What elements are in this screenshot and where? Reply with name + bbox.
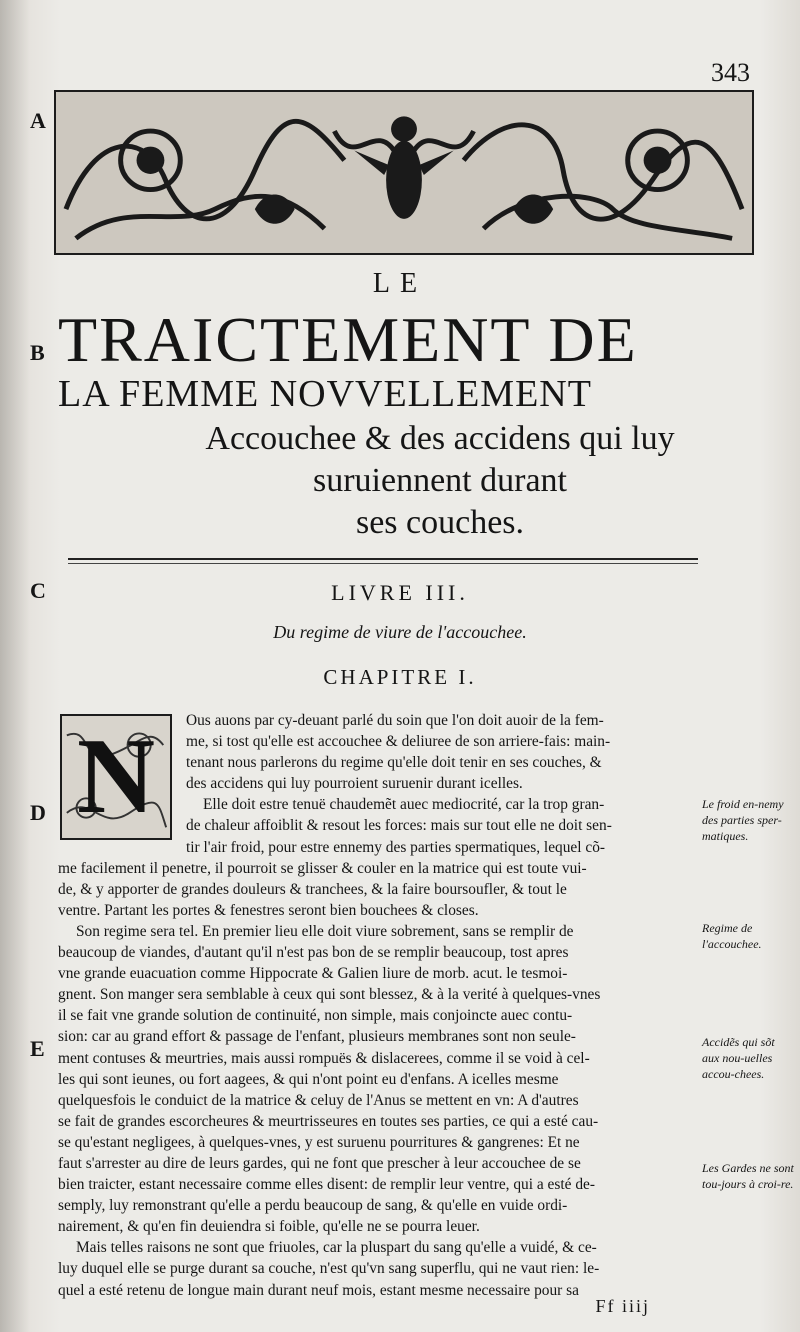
- body-line: quel a esté retenu de longue main durant neuf mois, estant mesme necessaire pour sa: [58, 1281, 579, 1299]
- title-line-5: ses couches.: [355, 504, 525, 541]
- body-line: luy duquel elle se purge durant sa couche, n'est qu'vn sang superflu, qui ne vaut rien: le-: [58, 1260, 600, 1278]
- body-line: semply, luy remonstrant qu'elle a perdu beaucoup de sang, & qu'elle en vuide ordi-: [58, 1197, 568, 1215]
- body-line: de chaleur affoiblit & resout les forces: mais sur tout elle ne doit sen-: [186, 817, 612, 835]
- body-line: de, & y apporter de grandes douleurs & tranchees, & la faire boursoufler, & tout le: [58, 880, 567, 898]
- body-line: faut s'arrester au dire de leurs gardes, qui ne font que prescher à leur accouchee de se: [58, 1154, 581, 1172]
- header-ornament: [54, 90, 754, 255]
- body-line: bien traicter, estant necessaire comme elles disent: de remplir leur ventre, qui a esté de-: [58, 1176, 595, 1194]
- title-line-2: LA FEMME NOVVELLEMENT: [58, 373, 592, 415]
- side-note: Le froid en-nemy des parties sper-matiques.: [702, 797, 784, 843]
- body-line: des accidens qui luy pourroient suruenir durant icelles.: [186, 775, 523, 793]
- body-line: Ous auons par cy-deuant parlé du soin que l'on doit auoir de la fem-: [186, 712, 604, 729]
- title-line-1: TRAICTEMENT DE: [58, 304, 638, 375]
- body-line: se qu'estant negligees, à quelques-vnes, y est suruenu pourritures & gangrenes: Et ne: [58, 1133, 580, 1151]
- body-line: nairement, & qu'en fin deuiendra si foible, qu'elle ne se pourra leuer.: [58, 1218, 480, 1236]
- side-note: Les Gardes ne sont tou-jours à croi-re.: [702, 1161, 794, 1191]
- page-number: 343: [711, 58, 750, 87]
- margin-letter-b: B: [30, 340, 45, 365]
- margin-letter-d: D: [30, 800, 46, 825]
- body-line: tir l'air froid, pour estre ennemy des parties spermatiques, lequel cõ-: [186, 838, 606, 856]
- book-heading: LIVRE III.: [331, 580, 469, 605]
- section-subtitle: Du regime de viure de l'accouchee.: [273, 622, 527, 642]
- body-line: gnent. Son manger sera semblable à ceux qui sont blessez, & à la verité à quelques-vnes: [58, 986, 601, 1004]
- body-line: Son regime sera tel. En premier lieu elle doit viure sobrement, sans se remplir de: [76, 922, 574, 940]
- title-le: LE: [372, 268, 428, 299]
- body-text: [58, 710, 698, 1301]
- body-line: quelquesfois le conduict de la matrice & celuy de l'Anus se mettent en vn: A d'autres: [58, 1091, 579, 1109]
- body-line: Mais telles raisons ne sont que friuoles, car la pluspart du sang qu'elle a vuidé, & ce-: [76, 1239, 597, 1257]
- side-note: Accidẽs qui sõt aux nou-uelles accou-chees.: [702, 1035, 775, 1081]
- drop-cap-letter: N: [77, 717, 155, 836]
- divider-rule-thin: [68, 563, 698, 564]
- margin-letter-e: E: [30, 1036, 45, 1061]
- body-line: ment contuses & meurtries, mais aussi rompuës & dislacerees, comme il se void à cel-: [58, 1049, 590, 1067]
- margin-letter-c: C: [30, 578, 46, 603]
- divider-rule: [68, 558, 698, 560]
- body-line: les qui sont ieunes, ou fort aagees, & qui n'ont point eu d'enfans. A icelles mesme: [58, 1070, 559, 1088]
- body-line: tenant nous parlerons du regime qu'elle doit tenir en ses couches, &: [186, 754, 602, 772]
- title-line-4: suruiennent durant: [313, 462, 567, 499]
- body-line: Elle doit estre tenuë chaudemẽt auec mediocrité, car la trop gran-: [203, 796, 605, 814]
- body-line: vne grande euacuation comme Hippocrate & Galien liure de morb. acut. le tesmoi-: [58, 965, 568, 983]
- body-line: sion: car au grand effort & passage de l'enfant, plusieurs membranes sont non seule-: [58, 1028, 576, 1046]
- body-line: ventre. Partant les portes & fenestres seront bien bouchees & closes.: [58, 901, 479, 919]
- body-line: me, si tost qu'elle est accouchee & deliuree de son arriere-fais: main-: [186, 733, 611, 751]
- title-line-3: Accouchee & des accidens qui luy: [205, 420, 675, 457]
- body-line: me facilement il penetre, il pourroit se glisser & couler en la matrice qui est toute vui-: [58, 859, 587, 877]
- side-note: Regime de l'accouchee.: [702, 921, 762, 951]
- margin-letter-a: A: [30, 108, 46, 133]
- chapter-heading: CHAPITRE I.: [323, 665, 477, 689]
- body-line: se fait de grandes escorcheures & meurtrisseures en toutes ses parties, ce qui a esté cau-: [58, 1112, 599, 1130]
- signature-mark: Ff iiij: [595, 1296, 650, 1316]
- body-line: il se fait vne grande solution de continuité, non simple, mais conjoincte auec contu-: [58, 1007, 573, 1025]
- body-line: beaucoup de viandes, d'autant qu'il n'est pas bon de se remplir beaucoup, tost apres: [58, 944, 569, 962]
- ornament-illustration: [56, 92, 752, 253]
